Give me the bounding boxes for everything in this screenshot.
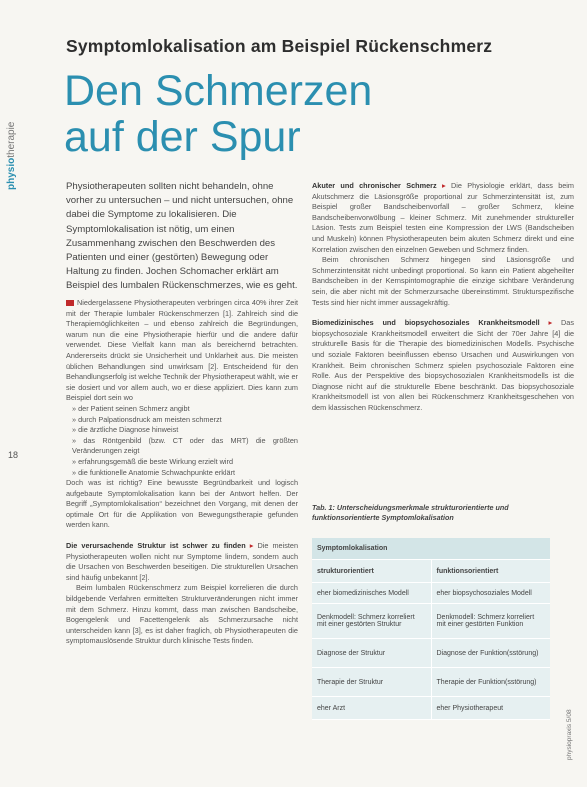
table-row [312,604,550,639]
list-item: » die funktionelle Anatomie Schwachpunkte erklärt [72,467,236,477]
right-column [312,181,574,413]
section-label [6,100,20,190]
section-label-prefix: physio [6,157,17,190]
table-row [312,583,550,604]
section-label-word: therapie [6,121,17,158]
list-item: » die ärztliche Diagnose hinweist [72,425,179,435]
table-header: Symptomlokalisation [312,538,550,560]
table-cell: Denkmodell: Schmerz korreliert mit einer gestörten Struktur [312,604,432,638]
lead-paragraph: Physiotherapeuten sollten nicht behandeln, ohne vorher zu untersuchen – und nicht untersuchen, ohne dabei die Symptome zu lokalisieren. Die Symptomlokalisation ist nötig, um einen Zusammenhang zwischen den Beschwerden des Patienten und einer (gestörten) Bewegung oder Haltung zu finden. Jochen Schomacher erklärt am Beispiel des lumbalen Rückenschmerzes, wie es geht. [66,181,298,292]
title-line-2: auf der Spur [64,113,301,161]
table-row [312,639,550,668]
body-paragraph: Beim chronischen Schmerz hingegen sind Läsionsgröße und Schmerzintensität nicht unbedingt proportional. So kann ein Patient abgeheilter Bandscheiben in der Kernspintomographie die einzige sichtbare Veränderung sein, die aber nicht mit der Schmerzursache übereinstimmt. Strukturspezifische Tests sind hier nicht immer aussagekräftig. [312,255,574,307]
after-list-paragraph: Doch was ist richtig? Eine bewusste Begründbarkeit und logisch aufgebaute Symptomlokalisation kann bei der Antwort helfen. Der Begriff „Symptomlokalisation“ bezeichnet den Vorgang, mit denen der optimale Ort für die Applikation von Bewegungstherapie gefunden werden kann. [66,478,298,530]
section-heading: Die verursachende Struktur ist schwer zu finden [66,541,246,551]
table-row [312,668,550,697]
table-cell: Denkmodell: Schmerz korreliert mit einer gestörten Funktion [436,614,535,628]
table-cell: eher biopsychosoziales Modell [436,589,532,597]
section-paragraph: Akuter und chronischer Schmerz ▸ Die Physiologie erklärt, dass beim Akutschmerz die Läsionsgröße proportional zur Schmerzintensität ist, zum Beispiel großer Bandscheibenvorfall – großer Schmerz, kleine Bandscheibenvorwölbung – kleiner Schmerz. Mit zunehmender struktureller Läsion. Tests zum Beispiel testen eine Kompression der LWS (Bandscheiben und Muskeln) können Physiotherapeuten beim akuten Schmerz direkt und eine Korrelation zwischen den einzelnen Geweben und Schmerz finden. [312,181,575,254]
left-column [66,298,298,647]
list-item: » der Patient seinen Schmerz angibt [72,403,190,413]
table-column-headers [312,560,550,583]
table-cell: eher biomedizinisches Modell [312,583,432,603]
list-item: » das Röntgenbild (bzw. CT oder das MRT) die größten Veränderungen zeigt [72,435,298,456]
article-subtitle: Symptomlokalisation am Beispiel Rückenschmerz [66,36,493,56]
start-marker-icon [66,300,74,306]
intro-paragraph: Niedergelassene Physiotherapeuten verbringen circa 40% ihrer Zeit mit der Therapie lumbaler Rückenschmerzen [1]. Zahlreich sind die Therapiemöglichkeiten – und ebenso zahlreich die Begründungen, warum nun die eine Physiotherapie hierfür und die andere dafür verwendet. Diese Vielfalt kann man als bereichernd betrachten. Andererseits drückt sie Unsicherheit und Unklarheit aus. Die meisten üblichen Behandlungen sind unwirksam [2]. Entscheidend für den Behandlungserfolg ist welche Technik der Physiotherapeut wählt, wie er sie dosiert und vor allem auch, wo er diese appliziert. Dies kann zum Beispiel dort sein wo [66,298,298,403]
table-cell: Diagnose der Funktion(sstörung) [436,649,539,657]
page-number: 18 [8,450,19,460]
table-cell: Therapie der Struktur [312,668,432,696]
table-cell: eher Physiotherapeut [436,704,504,712]
title-line-1: Den Schmerzen [64,67,373,115]
table-cell: eher Arzt [312,697,432,719]
location-list [66,404,298,478]
comparison-table [312,538,550,720]
section-paragraph: Die verursachende Struktur ist schwer zu finden ▸ Die meisten Physiotherapeuten wollen nicht nur Symptome lindern, sondern auch die Ursachen von Beschwerden beseitigen. Die strukturellen Ursachen sind häufig unbekannt [2]. [66,541,299,582]
column-header: strukturorientiert [312,560,432,582]
table-cell: Diagnose der Struktur [312,639,432,667]
table-caption: Tab. 1: Unterscheidungsmerkmale strukturorientierte und funktionsorientierte Symptomlokalisation [312,503,509,522]
table-row [312,697,550,720]
body-paragraph: Beim lumbalen Rückenschmerz zum Beispiel korrelieren die durch bildgebende Verfahren ermittelten Strukturveränderungen nicht immer mit dem Schmerz. Hinzu kommt, dass man zwischen Bandscheibe, Bogengelenk und Facettengelenk als Schmerzursache nicht unterscheiden kann [3], es ist daher fraglich, ob Physiotherapeuten die symptomauslösende Struktur durch klinische Tests finden. [66,583,298,646]
list-item: » erfahrungsgemäß die beste Wirkung erzielt wird [72,456,234,466]
list-item: » durch Palpationsdruck am meisten schmerzt [72,414,222,424]
journal-name: physiopraxis 5/08 [566,709,573,760]
section-heading: Biomedizinisches und biopsychosoziales Krankheitsmodell [312,318,540,328]
table-cell: Therapie der Funktion(sstörung) [436,678,537,686]
article-title [64,68,372,160]
section-heading: Akuter und chronischer Schmerz [312,181,437,190]
column-header: funktionsorientiert [436,567,499,575]
journal-footer [566,660,578,760]
section-paragraph: Biomedizinisches und biopsychosoziales Krankheitsmodell ▸ Das biopsychosoziale Krankheitsmodell erweitert die Sicht der 70er Jahre [4] die strukturelle Basis für die Therapie des biomedizinischen Modells. Psychische und soziale Faktoren beeinflussen ebenso Ursachen und Auswirkungen von Krankheit. Beim chronischen Schmerz spielen psychosoziale Faktoren eine Rolle. Aus der Perspektive des biopsychosozialen Krankheitsmodells ist die Diagnose nicht auf die strukturelle Ebene beschränkt. Das biopsychosoziale Krankheitsmodell ist von allen bei Rückenschmerz Krankheitsgeschehen von dem klassischen Rückenschmerz. [312,318,574,412]
